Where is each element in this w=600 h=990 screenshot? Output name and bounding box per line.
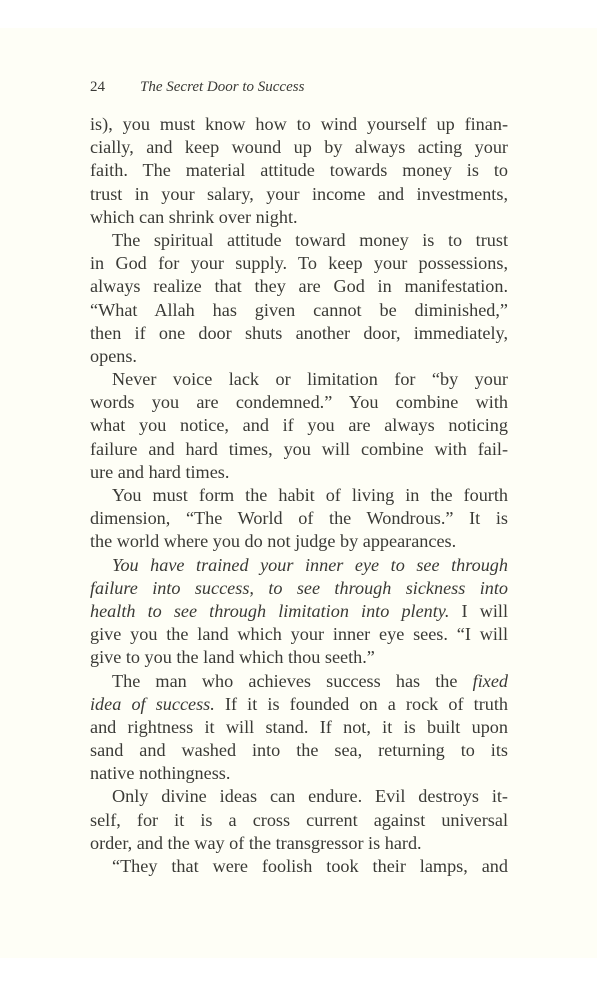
text-line: failure and hard times, you will combine with fail- xyxy=(90,438,508,459)
italic-text: fixed xyxy=(472,670,508,691)
paragraph xyxy=(90,113,508,229)
roman-text: If it is founded on a rock of truth xyxy=(214,693,508,714)
text-line xyxy=(90,693,508,716)
text-line: self, for it is a cross current against universal xyxy=(90,809,508,830)
text-line xyxy=(90,600,508,623)
italic-text: You have trained your inner eye to see through xyxy=(112,554,508,575)
text-line: Only divine ideas can endure. Evil destroys it- xyxy=(112,786,508,807)
text-line: give to you the land which thou seeth.” xyxy=(90,647,375,668)
paragraph xyxy=(90,484,508,554)
text-line: which can shrink over night. xyxy=(90,206,298,227)
paragraph xyxy=(90,670,508,786)
text-line: trust in your salary, your income and investments, xyxy=(90,183,508,204)
text-line: cially, and keep wound up by always acting your xyxy=(90,137,508,158)
body-text xyxy=(90,113,508,878)
text-line: sand and washed into the sea, returning to its xyxy=(90,740,508,761)
italic-text: health to see through limitation into plenty. xyxy=(90,600,450,621)
paragraph xyxy=(90,229,508,368)
roman-text: The man who achieves success has the xyxy=(112,670,473,691)
text-line: dimension, “The World of the Wondrous.” It is xyxy=(90,508,508,529)
text-line: what you notice, and if you are always noticing xyxy=(90,415,508,436)
text-line: You must form the habit of living in the fourth xyxy=(112,485,508,505)
roman-text: I will xyxy=(449,600,508,621)
text-line xyxy=(90,670,508,693)
text-line: always realize that they are God in manifestation. xyxy=(90,276,508,297)
paragraph xyxy=(90,855,508,878)
text-line: faith. The material attitude towards money is to xyxy=(90,160,508,181)
paragraph xyxy=(90,368,508,484)
text-line: ure and hard times. xyxy=(90,461,230,482)
italic-text: failure into success, to see through sickness into xyxy=(90,577,508,598)
text-line: is), you must know how to wind yourself up finan- xyxy=(90,114,508,134)
italic-text: idea of success. xyxy=(90,693,215,714)
text-line xyxy=(90,554,508,577)
text-line: Never voice lack or limitation for “by your xyxy=(112,369,508,390)
running-head xyxy=(90,79,510,96)
text-line: native nothingness. xyxy=(90,763,231,784)
text-line: in God for your supply. To keep your possessions, xyxy=(90,253,508,274)
text-line: opens. xyxy=(90,345,137,366)
paragraph xyxy=(90,554,508,670)
page-number: 24 xyxy=(90,79,105,95)
paragraph xyxy=(90,785,508,855)
text-line: “They that were foolish took their lamps, and xyxy=(112,856,508,876)
text-line: The spiritual attitude toward money is to trust xyxy=(112,229,508,250)
text-line: give you the land which your inner eye sees. “I will xyxy=(90,624,508,645)
text-line: then if one door shuts another door, immediately, xyxy=(90,322,508,343)
book-page xyxy=(0,28,597,958)
text-line: and rightness it will stand. If not, it is built upon xyxy=(90,716,508,737)
text-line: the world where you do not judge by appearances. xyxy=(90,531,457,552)
text-line: “What Allah has given cannot be diminished,” xyxy=(90,299,508,320)
text-line: order, and the way of the transgressor is hard. xyxy=(90,832,422,853)
text-line: words you are condemned.” You combine with xyxy=(90,392,508,413)
text-line xyxy=(90,577,508,600)
running-title: The Secret Door to Success xyxy=(140,79,305,95)
